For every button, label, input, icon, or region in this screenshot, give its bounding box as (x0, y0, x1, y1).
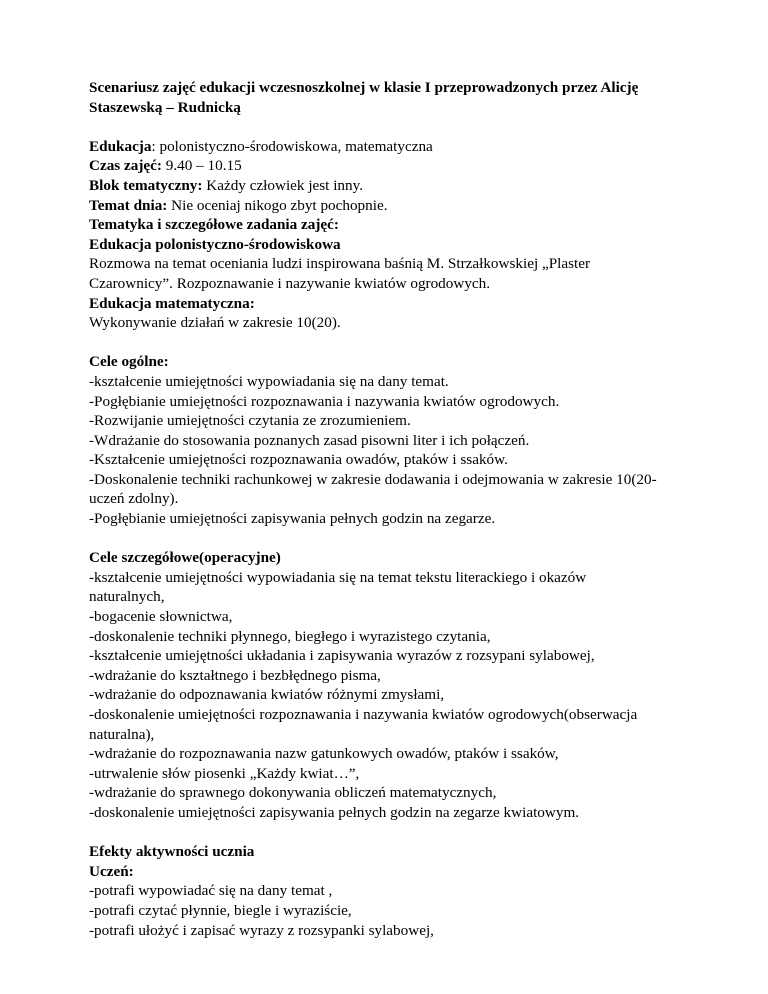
cele-szczegolowe-line: -wdrażanie do kształtnego i bezbłędnego pisma, (89, 666, 381, 684)
cele-szczegolowe-line: -doskonalenie umiejętności rozpoznawania i nazywania kwiatów ogrodowych(obserwacja (89, 706, 638, 723)
spacer (89, 823, 689, 843)
polon-line-2: Czarownicy”. Rozpoznawanie i nazywanie kwiatów ogrodowych. (89, 274, 491, 292)
cele-szczegolowe-line: -kształcenie umiejętności układania i zapisywania wyrazów z rozsypani sylabowej, (89, 647, 595, 665)
cele-ogolne-line: -Pogłębianie umiejętności rozpoznawania i nazywania kwiatów ogrodowych. (89, 392, 560, 410)
temat-label: Temat dnia: (89, 196, 168, 214)
cele-ogolne-line: -Kształcenie umiejętności rozpoznawania owadów, ptaków i ssaków. (89, 451, 508, 469)
cele-ogolne-heading: Cele ogólne: (89, 353, 169, 371)
edukacja-row (89, 137, 689, 157)
spacer (89, 117, 689, 137)
cele-ogolne-line: uczeń zdolny). (89, 490, 179, 508)
mat-line: Wykonywanie działań w zakresie 10(20). (89, 314, 341, 332)
blok-label: Blok tematyczny: (89, 176, 203, 194)
edukacja-value: : polonistyczno-środowiskowa, matematyczna (151, 137, 433, 155)
cele-szczegolowe-line: -wdrażanie do rozpoznawania nazw gatunkowych owadów, ptaków i ssaków, (89, 745, 559, 763)
blok-row (89, 176, 689, 196)
efekty-line: -potrafi czytać płynnie, biegle i wyraziście, (89, 901, 352, 919)
document-page (89, 78, 689, 940)
cele-ogolne-line: -kształcenie umiejętności wypowiadania się na dany temat. (89, 372, 449, 390)
cele-szczegolowe-line: -kształcenie umiejętności wypowiadania się na temat tekstu literackiego i okazów (89, 568, 587, 586)
cele-szczegolowe-line: naturalnych, (89, 588, 165, 606)
blok-value: Każdy człowiek jest inny. (202, 176, 364, 194)
cele-ogolne-line: -Rozwijanie umiejętności czytania ze zrozumieniem. (89, 412, 411, 430)
cele-szczegolowe-heading: Cele szczegółowe(operacyjne) (89, 549, 281, 567)
cele-szczegolowe-line: naturalna), (89, 725, 155, 743)
czas-row (89, 156, 689, 176)
cele-szczegolowe-line: -doskonalenie techniki płynnego, biegłego i wyrazistego czytania, (89, 627, 491, 645)
czas-label: Czas zajęć: (89, 157, 162, 175)
edukacja-label: Edukacja (89, 137, 152, 155)
polon-heading: Edukacja polonistyczno-środowiskowa (89, 235, 341, 253)
document-title-line-1: Scenariusz zajęć edukacji wczesnoszkolnej w klasie I przeprowadzonych przez Alicję (89, 79, 639, 96)
cele-ogolne-line: -Doskonalenie techniki rachunkowej w zakresie dodawania i odejmowania w zakresie 10(20- (89, 470, 657, 488)
cele-szczegolowe-line: -utrwalenie słów piosenki „Każdy kwiat…”, (89, 764, 360, 782)
temat-value: Nie oceniaj nikogo zbyt pochopnie. (167, 196, 388, 214)
temat-row (89, 196, 689, 216)
cele-ogolne-line: -Pogłębianie umiejętności zapisywania pełnych godzin na zegarze. (89, 510, 496, 528)
mat-heading: Edukacja matematyczna: (89, 294, 255, 312)
cele-szczegolowe-line: -bogacenie słownictwa, (89, 608, 233, 626)
document-title-line-2: Staszewską – Rudnicką (89, 98, 241, 116)
efekty-subheading: Uczeń: (89, 862, 134, 880)
cele-szczegolowe-line: -wdrażanie do sprawnego dokonywania obliczeń matematycznych, (89, 784, 497, 802)
spacer (89, 333, 689, 353)
cele-szczegolowe-line: -wdrażanie do odpoznawania kwiatów różnymi zmysłami, (89, 686, 445, 704)
efekty-heading: Efekty aktywności ucznia (89, 843, 255, 861)
cele-szczegolowe-line: -doskonalenie umiejętności zapisywania pełnych godzin na zegarze kwiatowym. (89, 803, 580, 821)
spacer (89, 529, 689, 549)
efekty-line: -potrafi wypowiadać się na dany temat , (89, 882, 333, 900)
polon-line-1: Rozmowa na temat oceniania ludzi inspirowana baśnią M. Strzałkowskiej „Plaster (89, 255, 591, 273)
cele-ogolne-line: -Wdrażanie do stosowania poznanych zasad pisowni liter i ich połączeń. (89, 431, 530, 449)
tematyka-heading: Tematyka i szczegółowe zadania zajęć: (89, 216, 339, 234)
efekty-line: -potrafi ułożyć i zapisać wyrazy z rozsypanki sylabowej, (89, 921, 434, 939)
czas-value: 9.40 – 10.15 (161, 157, 242, 175)
